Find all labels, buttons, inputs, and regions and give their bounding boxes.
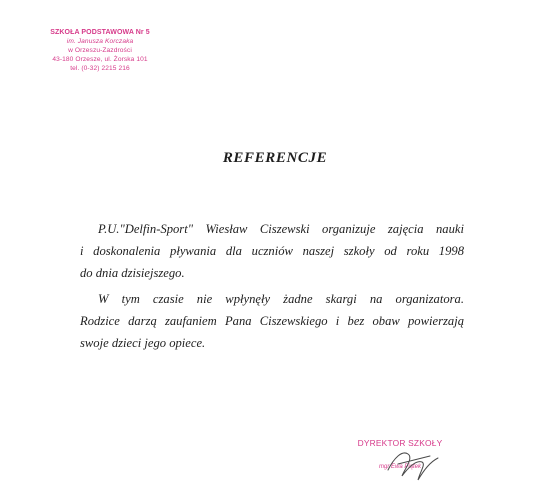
school-stamp-line: 43-180 Orzesze, ul. Żorska 101 xyxy=(52,56,148,63)
school-stamp-line: tel. (0-32) 2215 216 xyxy=(70,65,130,72)
school-stamp xyxy=(30,28,170,73)
paragraph-2 xyxy=(80,288,464,354)
paragraph-line: Rodzice darzą zaufaniem Pana Ciszewskiego i bez obaw powierzają xyxy=(80,314,464,328)
paragraph-1 xyxy=(80,218,464,284)
paragraph-line: do dnia dzisiejszego. xyxy=(80,266,185,280)
school-stamp-line: im. Janusza Korczaka xyxy=(66,38,134,45)
signature-icon xyxy=(368,440,458,484)
paragraph-line: W tym czasie nie wpłynęły żadne skargi na organizatora. xyxy=(98,292,464,306)
document-title: REFERENCJE xyxy=(222,150,328,166)
signature-stroke xyxy=(388,453,438,480)
director-title: DYREKTOR SZKOŁY xyxy=(357,438,443,448)
school-stamp-line: SZKOŁA PODSTAWOWA Nr 5 xyxy=(50,29,150,36)
paragraph-line: P.U."Delfin-Sport" Wiesław Ciszewski organizuje zajęcia nauki xyxy=(98,222,464,236)
director-name: mgr Ewa Piątek xyxy=(378,464,421,470)
school-stamp-line: w Orzeszu-Zazdrości xyxy=(68,47,132,54)
paragraph-line: i doskonalenia pływania dla uczniów naszej szkoły od roku 1998 xyxy=(80,244,464,258)
paragraph-line: swoje dzieci jego opiece. xyxy=(80,336,206,350)
